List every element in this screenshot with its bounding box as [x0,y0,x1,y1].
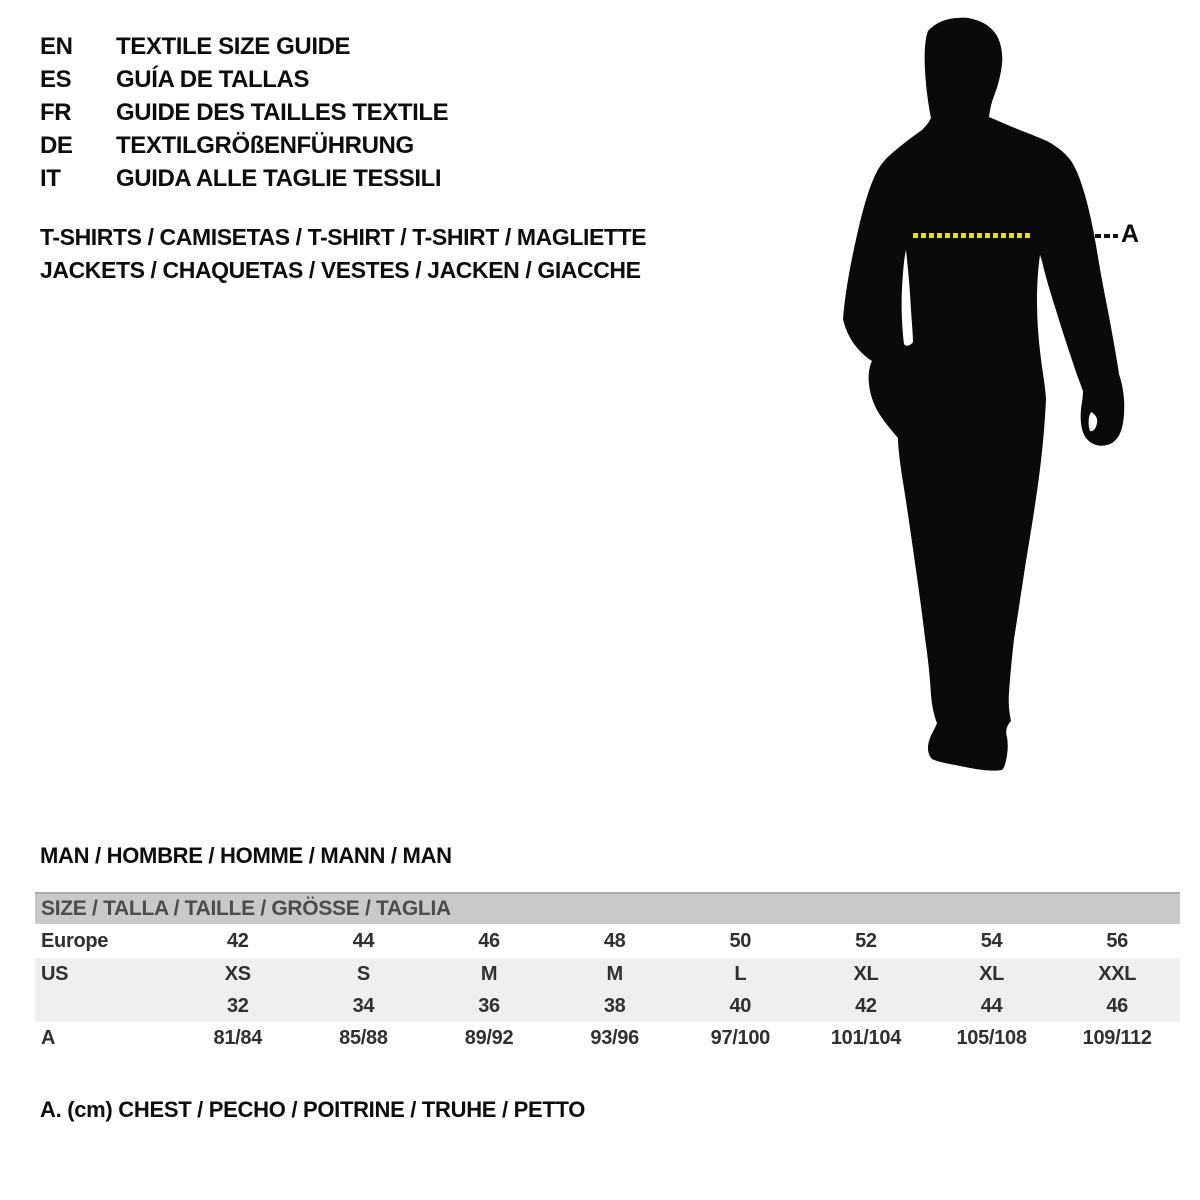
language-label: GUIDA ALLE TAGLIE TESSILI [116,165,442,192]
size-cell: 105/108 [956,1026,1027,1049]
size-cell: 54 [980,929,1003,952]
size-table [35,892,1180,1054]
size-cell: 81/84 [213,1026,263,1049]
size-cell: 38 [603,994,626,1017]
size-cell: 46 [1106,994,1129,1017]
size-cell: 109/112 [1082,1026,1152,1049]
size-cell: 44 [352,929,375,952]
row-label-cell: Europe [41,929,109,952]
man-silhouette-path [843,18,1124,771]
size-cell: 46 [478,929,500,952]
size-cell: 85/88 [339,1026,388,1049]
chest-measure-line [913,233,1032,238]
size-cell: 42 [226,929,249,952]
man-silhouette [840,10,1150,785]
size-cell: 34 [352,994,375,1017]
size-cell: 42 [855,994,877,1017]
size-cell: XL [853,962,879,985]
language-guide [40,30,448,195]
measure-label-a: A [1121,220,1140,248]
language-row [40,96,448,129]
size-cell: 52 [855,929,877,952]
size-cell: 32 [226,994,249,1017]
size-cell: XS [224,962,251,985]
language-code: IT [40,165,61,192]
language-row [40,30,448,63]
measure-pointer-dashes [1095,234,1118,238]
language-row [40,129,448,162]
row-label-cell: US [41,962,69,985]
size-cell: 48 [603,929,626,952]
table-row-chest [35,1022,1180,1054]
language-label: TEXTILGRÖßENFÜHRUNG [116,132,414,159]
category-line-tshirts: T-SHIRTS / CAMISETAS / T-SHIRT / T-SHIRT / MAGLIETTE [40,224,647,250]
section-title-man: MAN / HOMBRE / HOMME / MANN / MAN [40,843,452,868]
size-cell: 44 [980,994,1003,1017]
row-label-cell [35,990,175,1022]
measurement-footnote: A. (cm) CHEST / PECHO / POITRINE / TRUHE / PETTO [40,1097,586,1122]
size-cell: 93/96 [590,1026,639,1049]
size-cell: 36 [478,994,500,1017]
size-cell: 56 [1106,929,1129,952]
size-cell: M [606,962,623,985]
row-label-cell: A [41,1026,56,1049]
category-block [40,221,646,287]
language-row [40,162,448,195]
language-label: TEXTILE SIZE GUIDE [116,33,351,60]
category-line-jackets: JACKETS / CHAQUETAS / VESTES / JACKEN / GIACCHE [40,257,641,283]
language-code: FR [40,99,72,126]
size-cell: XXL [1098,962,1137,985]
size-cell: 97/100 [710,1026,770,1049]
language-code: ES [40,66,72,93]
language-label: GUÍA DE TALLAS [116,66,310,93]
table-row-us-numeric [35,990,1180,1022]
size-cell: S [356,962,370,985]
size-table-grid [35,924,1180,1054]
table-row-europe [35,924,1180,958]
language-code: EN [40,33,73,60]
size-cell: 50 [729,929,752,952]
table-row-us [35,958,1180,990]
size-cell: M [480,962,498,985]
language-code: DE [40,132,73,159]
size-cell: L [734,962,747,985]
language-row [40,63,448,96]
language-label: GUIDE DES TAILLES TEXTILE [116,99,449,126]
size-cell: XL [979,962,1005,985]
size-table-header: SIZE / TALLA / TAILLE / GRÖSSE / TAGLIA [35,892,1180,924]
size-cell: 89/92 [464,1026,514,1049]
size-cell: 40 [729,994,752,1017]
size-cell: 101/104 [830,1026,902,1049]
